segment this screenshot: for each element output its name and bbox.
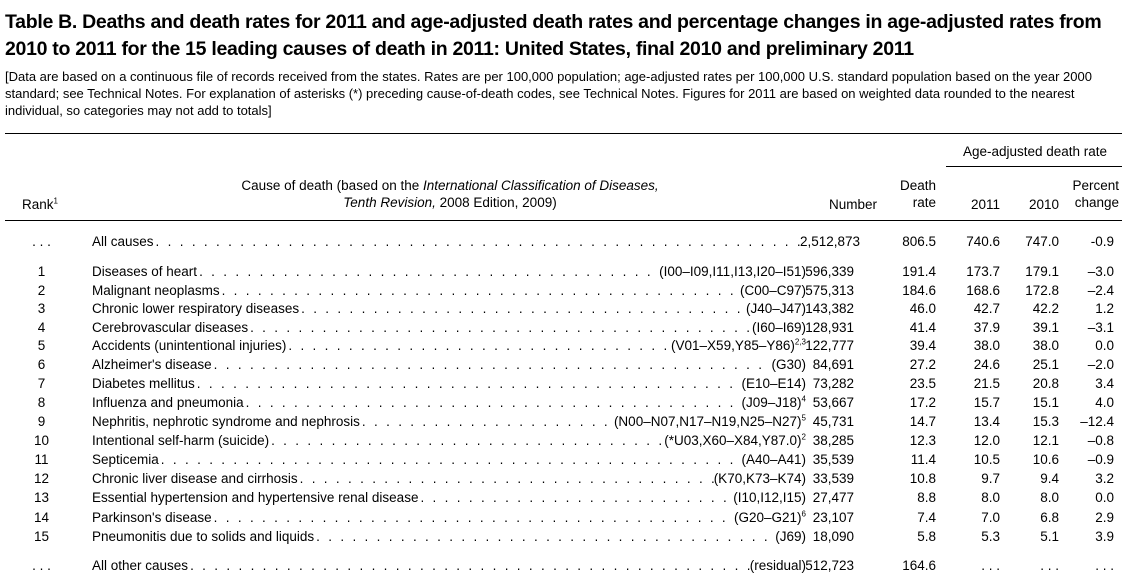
adj-2010-cell: 39.1 xyxy=(1032,319,1059,335)
death-rate-cell: 41.4 xyxy=(909,319,936,335)
death-rate-cell: 39.4 xyxy=(909,338,936,353)
death-rate-cell: 191.4 xyxy=(902,264,936,279)
adj-2010-cell: 12.1 xyxy=(1032,433,1059,448)
percent-change-cell: 0.0 xyxy=(1095,338,1114,353)
number-cell: 53,667 xyxy=(812,395,854,410)
leader-dots xyxy=(269,431,664,450)
icd-code: (J09–J18) xyxy=(741,395,802,410)
rank-cell: 11 xyxy=(34,452,49,467)
rank-cell: 1 xyxy=(37,264,46,279)
adj-2010-cell: 25.1 xyxy=(1032,357,1059,372)
adj-2010-cell: 179.1 xyxy=(1025,264,1059,279)
leader-dots xyxy=(418,488,733,507)
cause-name: Nephritis, nephrotic syndrome and nephrosis xyxy=(92,414,360,429)
cause-code xyxy=(733,488,806,507)
cause-cell xyxy=(92,374,806,393)
cause-name: Influenza and pneumonia xyxy=(92,395,244,410)
cause-code xyxy=(664,431,806,450)
death-rate-cell: 11.4 xyxy=(910,452,936,467)
number-cell: 35,539 xyxy=(812,452,854,467)
percent-change-cell: –0.9 xyxy=(1087,452,1114,467)
percent-change-cell: 1.2 xyxy=(1095,301,1114,316)
leader-dots xyxy=(188,556,750,575)
cause-cell xyxy=(92,469,806,488)
cause-cell xyxy=(92,393,806,412)
adj-2010-cell: 10.6 xyxy=(1032,452,1059,467)
cause-code xyxy=(742,393,807,412)
number-cell: 33,539 xyxy=(812,471,854,486)
table-row xyxy=(0,318,1129,337)
cause-name: Chronic lower respiratory diseases xyxy=(92,301,300,316)
death-rate-cell: 184.6 xyxy=(902,282,936,298)
cause-cell xyxy=(92,262,806,281)
leader-dots xyxy=(220,281,740,300)
table-row xyxy=(0,469,1129,488)
cause-cell xyxy=(92,336,806,355)
leader-dots xyxy=(197,262,659,281)
table-row xyxy=(0,556,1129,575)
header-cause-line1 xyxy=(160,177,740,194)
cause-code xyxy=(741,374,806,393)
adj-2010-cell: 8.0 xyxy=(1040,490,1059,505)
adj-2011-cell: 9.7 xyxy=(981,471,1000,486)
death-rate-cell: 12.3 xyxy=(909,433,936,448)
leader-dots xyxy=(298,469,714,488)
cause-code xyxy=(741,450,806,469)
header-cause-line2-rest: 2008 Edition, 2009) xyxy=(435,195,557,210)
number-cell: 596,339 xyxy=(805,264,854,279)
rank-cell: 8 xyxy=(37,395,46,410)
number-cell: 122,777 xyxy=(805,338,854,353)
death-rate-cell: 17.2 xyxy=(909,395,936,410)
number-cell: 575,313 xyxy=(805,282,854,298)
cause-cell xyxy=(92,299,806,318)
cause-code xyxy=(714,469,806,488)
cause-name: Pneumonitis due to solids and liquids xyxy=(92,529,315,544)
adj-2010-cell: 6.8 xyxy=(1040,509,1059,525)
footnote-sup: 2,3 xyxy=(794,337,806,347)
percent-change-cell: –12.4 xyxy=(1080,414,1114,429)
cause-name: All causes xyxy=(92,234,154,249)
icd-code: (E10–E14) xyxy=(741,376,806,391)
icd-code: (G20–G21) xyxy=(734,509,802,525)
table-row xyxy=(0,299,1129,318)
cause-code xyxy=(746,299,806,318)
adj-2011-cell: 10.5 xyxy=(973,452,1000,467)
cause-cell xyxy=(92,556,806,575)
header-death-rate xyxy=(870,177,936,211)
number-cell: 23,107 xyxy=(812,509,854,525)
adj-2010-cell: 15.1 xyxy=(1032,395,1059,410)
death-rate-cell: 10.8 xyxy=(909,471,936,486)
percent-change-cell: . . . xyxy=(1095,558,1114,573)
cause-name: Essential hypertension and hypertensive renal disease xyxy=(92,490,419,505)
icd-code: (A40–A41) xyxy=(741,452,806,467)
adj-2011-cell: 38.0 xyxy=(973,338,1000,353)
table-row xyxy=(0,450,1129,469)
number-cell: 128,931 xyxy=(805,319,854,335)
rank-cell: 12 xyxy=(33,471,50,486)
table-row xyxy=(0,281,1129,300)
table-row xyxy=(0,412,1129,431)
adj-2011-cell: 13.4 xyxy=(973,414,1000,429)
table-title: Table B. Deaths and death rates for 2011 and age-adjusted death rates and percentage changes in age-adjusted rates from 2010 to 2011 for the 15 leading causes of death in 2011: United States, final 2010 and preliminary 2011 xyxy=(5,11,1102,60)
header-rank xyxy=(22,196,58,213)
header-cause-italic: International Classification of Diseases, xyxy=(423,178,659,193)
header-percent-change xyxy=(1060,177,1119,211)
header-age-adjusted-group: Age-adjusted death rate xyxy=(962,144,1108,159)
leader-dots xyxy=(159,450,742,469)
cause-cell xyxy=(92,450,806,469)
rank-cell: 14 xyxy=(33,509,50,525)
adj-2011-cell: 8.0 xyxy=(981,490,1000,505)
cause-cell xyxy=(92,318,806,337)
adj-2010-cell: 38.0 xyxy=(1032,338,1059,353)
cause-name: Alzheimer's disease xyxy=(92,357,212,372)
header-death-rate-line1: Death xyxy=(899,178,936,193)
leader-dots xyxy=(154,232,806,251)
rank-cell: 5 xyxy=(37,338,46,353)
percent-change-cell: 3.9 xyxy=(1095,529,1114,544)
rank-cell: 10 xyxy=(33,433,50,448)
death-rate-cell: 164.6 xyxy=(902,558,936,573)
header-death-rate-line2: rate xyxy=(912,195,936,210)
age-adjusted-rule xyxy=(946,166,1122,167)
table-row xyxy=(0,393,1129,412)
table-row xyxy=(0,431,1129,450)
icd-code: (C00–C97) xyxy=(739,282,806,298)
table-row xyxy=(0,232,1129,251)
rank-cell: 13 xyxy=(33,490,50,505)
death-rate-cell: 46.0 xyxy=(909,301,936,316)
cause-cell xyxy=(92,508,806,527)
death-rate-cell: 806.5 xyxy=(902,234,936,249)
rank-cell: . . . xyxy=(32,234,51,249)
cause-cell xyxy=(92,431,806,450)
leader-dots xyxy=(360,412,614,431)
leader-dots xyxy=(299,299,746,318)
adj-2010-cell: 42.2 xyxy=(1032,301,1059,316)
cause-code xyxy=(750,556,806,575)
number-cell: 2,512,873 xyxy=(800,234,861,249)
icd-code: (I10,I12,I15) xyxy=(733,490,806,505)
cause-cell xyxy=(92,232,806,251)
number-cell: 84,691 xyxy=(812,357,854,372)
top-rule xyxy=(5,133,1122,134)
percent-change-cell: -0.9 xyxy=(1090,234,1114,249)
adj-2010-cell: 9.4 xyxy=(1040,471,1059,486)
header-cause-line2 xyxy=(160,194,740,211)
number-cell: 38,285 xyxy=(812,433,854,448)
adj-2010-cell: . . . xyxy=(1040,558,1059,573)
percent-change-cell: 4.0 xyxy=(1095,395,1114,410)
table-note: [Data are based on a continuous file of records received from the states. Rates are per 100,000 population; age-adjusted rates per 100,000 U.S. standard population based on the year 2000 standard; see Technical Notes. For explanation of asterisks (*) preceding cause-of-death codes, see Technical Notes. Figures for 2011 are based on weighted data rounded to the nearest individual, so categories may not add to totals] xyxy=(5,69,1092,118)
header-rank-label: Rank xyxy=(22,197,54,212)
cause-cell xyxy=(92,355,806,374)
death-rate-cell: 23.5 xyxy=(909,376,936,391)
cause-code xyxy=(659,262,806,281)
adj-2011-cell: 5.3 xyxy=(981,529,1000,544)
cause-name: Malignant neoplasms xyxy=(92,282,220,298)
adj-2011-cell: 7.0 xyxy=(981,509,1000,525)
cause-name: Diabetes mellitus xyxy=(92,376,195,391)
number-cell: 18,090 xyxy=(812,529,854,544)
cause-code xyxy=(734,508,806,527)
icd-code: (J69) xyxy=(775,529,806,544)
table-row xyxy=(0,262,1129,281)
number-cell: 27,477 xyxy=(812,490,854,505)
header-2011: 2011 xyxy=(970,197,1000,212)
table-row xyxy=(0,488,1129,507)
icd-code: (N00–N07,N17–N19,N25–N27) xyxy=(613,414,802,429)
number-cell: 512,723 xyxy=(805,558,854,573)
footnote-sup: 6 xyxy=(801,509,806,518)
icd-code: (G30) xyxy=(771,357,806,372)
header-2010: 2010 xyxy=(1028,197,1059,212)
leader-dots xyxy=(314,527,775,546)
adj-2010-cell: 5.1 xyxy=(1040,529,1059,544)
icd-code: (J40–J47) xyxy=(745,301,806,316)
cause-name: Accidents (unintentional injuries) xyxy=(92,338,287,353)
icd-code: (I00–I09,I11,I13,I20–I51) xyxy=(659,264,806,279)
death-rate-cell: 5.8 xyxy=(917,529,936,544)
percent-change-cell: 0.0 xyxy=(1095,490,1114,505)
table-row xyxy=(0,336,1129,355)
cause-name: Cerebrovascular diseases xyxy=(92,319,249,335)
cause-name: Intentional self-harm (suicide) xyxy=(92,433,270,448)
rank-cell: 6 xyxy=(37,357,46,372)
cause-name: Septicemia xyxy=(92,452,159,467)
adj-2011-cell: 168.6 xyxy=(966,282,1000,298)
icd-code: (I60–I69) xyxy=(751,319,806,335)
adj-2011-cell: 21.5 xyxy=(973,376,1000,391)
rank-cell: 9 xyxy=(37,414,46,429)
rank-cell: 7 xyxy=(37,376,46,391)
leader-dots xyxy=(195,374,742,393)
number-cell: 73,282 xyxy=(812,376,854,391)
icd-code: (residual) xyxy=(749,558,806,573)
leader-dots xyxy=(286,336,671,355)
adj-2010-cell: 15.3 xyxy=(1032,414,1059,429)
rank-cell: . . . xyxy=(32,558,51,573)
adj-2011-cell: 42.7 xyxy=(973,301,1000,316)
adj-2011-cell: 12.0 xyxy=(973,433,1000,448)
cause-code xyxy=(752,318,806,337)
leader-dots xyxy=(248,318,752,337)
header-number: Number xyxy=(828,197,877,212)
percent-change-cell: –3.1 xyxy=(1087,319,1114,335)
table-row xyxy=(0,508,1129,527)
header-percent-change-line1: Percent xyxy=(1072,178,1119,193)
icd-code: (V01–X59,Y85–Y86) xyxy=(671,338,795,353)
icd-code: (K70,K73–K74) xyxy=(713,471,806,486)
percent-change-cell: –2.0 xyxy=(1087,357,1114,372)
header-cause xyxy=(160,177,740,211)
table-row xyxy=(0,374,1129,393)
adj-2011-cell: 173.7 xyxy=(966,264,1000,279)
percent-change-cell: 3.2 xyxy=(1095,471,1114,486)
leader-dots xyxy=(212,355,772,374)
header-percent-change-line2: change xyxy=(1074,195,1119,210)
death-rate-cell: 14.7 xyxy=(909,414,936,429)
percent-change-cell: –2.4 xyxy=(1087,282,1114,298)
cause-code xyxy=(614,412,806,431)
header-cause-line2-italic: Tenth Revision, xyxy=(343,195,436,210)
death-rate-cell: 7.4 xyxy=(917,509,936,525)
header-rank-sup: 1 xyxy=(53,196,58,206)
cause-cell xyxy=(92,527,806,546)
adj-2011-cell: 37.9 xyxy=(973,319,1000,335)
adj-2011-cell: 15.7 xyxy=(973,395,1000,410)
rank-cell: 15 xyxy=(33,529,50,544)
number-cell: 45,731 xyxy=(812,414,854,429)
footnote-sup: 5 xyxy=(801,413,806,423)
leader-dots xyxy=(212,508,734,527)
adj-2011-cell: 740.6 xyxy=(966,234,1000,249)
percent-change-cell: –0.8 xyxy=(1087,433,1114,448)
cause-code xyxy=(671,336,806,355)
percent-change-cell: 2.9 xyxy=(1095,509,1114,525)
table-row xyxy=(0,527,1129,546)
header-cause-prefix: Cause of death (based on the xyxy=(241,178,423,193)
rank-cell: 2 xyxy=(37,282,46,298)
rank-cell: 3 xyxy=(37,301,46,316)
adj-2010-cell: 20.8 xyxy=(1032,376,1059,391)
table-row xyxy=(0,355,1129,374)
adj-2011-cell: . . . xyxy=(981,558,1000,573)
leader-dots xyxy=(244,393,742,412)
death-rate-cell: 8.8 xyxy=(917,490,936,505)
number-cell: 143,382 xyxy=(805,301,854,316)
adj-2010-cell: 172.8 xyxy=(1025,282,1059,298)
rank-cell: 4 xyxy=(37,319,46,335)
cause-cell xyxy=(92,412,806,431)
cause-cell xyxy=(92,488,806,507)
percent-change-cell: 3.4 xyxy=(1095,376,1114,391)
header-bottom-rule xyxy=(5,220,1122,221)
icd-code: (*U03,X60–X84,Y87.0) xyxy=(664,433,802,448)
adj-2011-cell: 24.6 xyxy=(973,357,1000,372)
cause-code xyxy=(740,281,806,300)
adj-2010-cell: 747.0 xyxy=(1025,234,1059,249)
cause-name: All other causes xyxy=(92,558,189,573)
cause-name: Diseases of heart xyxy=(92,264,198,279)
footnote-sup: 4 xyxy=(801,394,806,404)
footnote-sup: 2 xyxy=(801,432,806,442)
cause-name: Parkinson's disease xyxy=(92,509,212,525)
percent-change-cell: –3.0 xyxy=(1087,264,1114,279)
death-rate-cell: 27.2 xyxy=(909,357,936,372)
cause-name: Chronic liver disease and cirrhosis xyxy=(92,471,298,486)
cause-cell xyxy=(92,281,806,300)
